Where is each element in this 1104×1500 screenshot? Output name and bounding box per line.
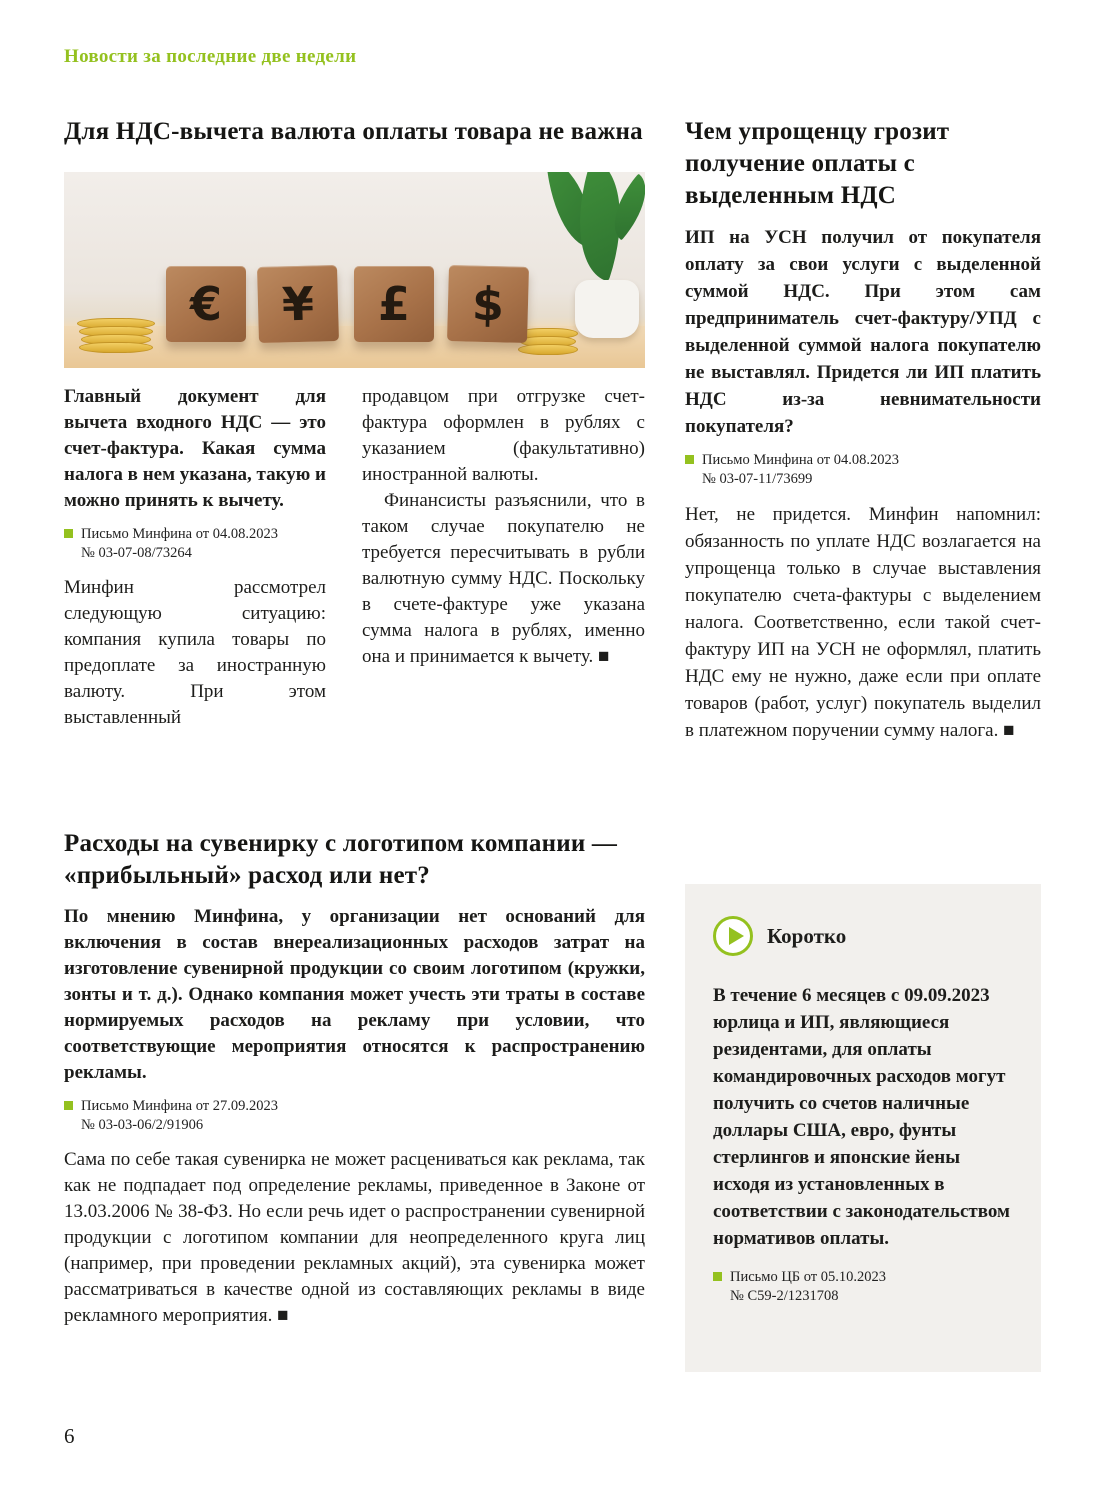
- euro-cube: [166, 266, 246, 342]
- korotko-header: [713, 916, 1013, 956]
- euro-symbol: €: [189, 277, 222, 331]
- ref-bullet-icon: [713, 1272, 722, 1281]
- article-paragraph: Минфин рассмотрел следующую ситуацию: компания купила товары по предоплате за иностранную валюту. При этом выставленный: [64, 577, 326, 728]
- ref-line2: № 03-07-11/73699: [702, 471, 813, 487]
- text-subcolumn-1: [64, 384, 326, 731]
- section-rubric: Новости за последние две недели: [64, 46, 357, 67]
- article-souvenirs: [64, 828, 645, 1329]
- left-column: [64, 116, 645, 731]
- article-title: Для НДС-вычета валюта оплаты товара не важна: [64, 118, 643, 145]
- currency-cubes-photo: [64, 172, 645, 368]
- article-lead: ИП на УСН получил от покупателя оплату за свои услуги с выделенной суммой НДС. При этом сам предприниматель счет-фактуру/УПД с выделенной суммой налога покупателю не выставлял. Придется ли ИП платить НДС из-за невнимательности покупателя?: [685, 227, 1041, 437]
- source-reference: [713, 1268, 1013, 1306]
- vase: [575, 280, 639, 338]
- ref-text: [81, 1097, 278, 1135]
- article-vat-currency: [64, 116, 645, 731]
- dollar-symbol: $: [471, 276, 505, 332]
- ref-line1: Письмо Минфина от 04.08.2023: [702, 452, 899, 468]
- korotko-box: [685, 884, 1041, 1372]
- right-column: [685, 116, 1041, 744]
- dollar-cube: [447, 265, 529, 343]
- ref-bullet-icon: [64, 1101, 73, 1110]
- ref-text: [730, 1268, 886, 1306]
- page-number: 6: [64, 1424, 75, 1448]
- pound-cube: [354, 266, 434, 342]
- ref-line2: № 03-07-08/73264: [81, 545, 192, 561]
- article-paragraph: продавцом при отгрузке счет-фактура оформлен в рублях с указанием (факультативно) иностранной валюты.: [362, 386, 645, 485]
- ref-line2: № С59-2/1231708: [730, 1288, 839, 1304]
- article-lead: По мнению Минфина, у организации нет оснований для включения в состав внереализационных расходов затрат на изготовление сувенирной продукции со своим логотипом (кружки, зонты и т. д.). Однако компания может учесть эти траты в составе нормируемых расходов на рекламу при условии, что соответствующие мероприятия относятся к распространению рекламы.: [64, 906, 645, 1083]
- ref-text: [702, 451, 899, 489]
- article-lead: Главный документ для вычета входного НДС — это счет-фактура. Какая сумма налога в нем указана, такую и можно принять к вычету.: [64, 386, 326, 511]
- ref-bullet-icon: [64, 529, 73, 538]
- korotko-title: Коротко: [767, 923, 847, 948]
- ref-line1: Письмо Минфина от 27.09.2023: [81, 1098, 278, 1114]
- article-usn-vat: [685, 116, 1041, 744]
- yen-symbol: ¥: [281, 276, 315, 332]
- article-paragraph: Финансисты разъяснили, что в таком случае покупателю не требуется пересчитывать в рубли валютную сумму НДС. Поскольку в счете-фактуре уже указана сумма налога в рублях, именно она и принимается к вычету. ■: [362, 490, 645, 667]
- ref-bullet-icon: [685, 455, 694, 464]
- source-reference: [685, 451, 1041, 489]
- ref-line1: Письмо Минфина от 04.08.2023: [81, 526, 278, 542]
- text-subcolumn-2: [362, 384, 645, 731]
- article-title: Чем упрощенцу грозит получение оплаты с выделенным НДС: [685, 118, 950, 209]
- korotko-text: В течение 6 месяцев с 09.09.2023 юрлица и ИП, являющиеся резидентами, для оплаты командировочных расходов могут получить со счетов наличные доллары США, евро, фунты стерлингов и японские йены исходя из установленных в соответствии с законодательством нормативов оплаты.: [713, 985, 1010, 1249]
- play-icon: [713, 916, 753, 956]
- article-paragraph: Нет, не придется. Минфин напомнил: обязанность по уплате НДС возлагается на упрощенца только в случае выставления покупателю счета-фактуры с выделением налога. Соответственно, если такой счет-фактуру ИП на УСН не оформлял, платить НДС ему не нужно, даже если при оплате товаров (работ, услуг) покупатель выделил в платежном поручении сумму налога. ■: [685, 504, 1041, 741]
- article-paragraph: Сама по себе такая сувенирка не может расцениваться как реклама, так как не подпадает под определение рекламы, приведенное в Законе от 13.03.2006 № 38-ФЗ. Но если речь идет о распространении сувенирной продукции с логотипом компании для неопределенного круга лиц (например, при проведении рекламных акций), эта сувенирка может рассматриваться в качестве одной из составляющих рекламы в виде рекламного мероприятия. ■: [64, 1149, 645, 1326]
- ref-text: [81, 525, 278, 563]
- coin-stack: [76, 318, 156, 350]
- article-text-columns: [64, 384, 645, 731]
- source-reference: [64, 525, 326, 563]
- source-reference: [64, 1097, 645, 1135]
- pound-symbol: £: [377, 277, 410, 331]
- article-title: Расходы на сувенирку с логотипом компании — «прибыльный» расход или нет?: [64, 830, 618, 889]
- yen-cube: [257, 265, 339, 343]
- ref-line1: Письмо ЦБ от 05.10.2023: [730, 1269, 887, 1285]
- ref-line2: № 03-03-06/2/91906: [81, 1117, 204, 1133]
